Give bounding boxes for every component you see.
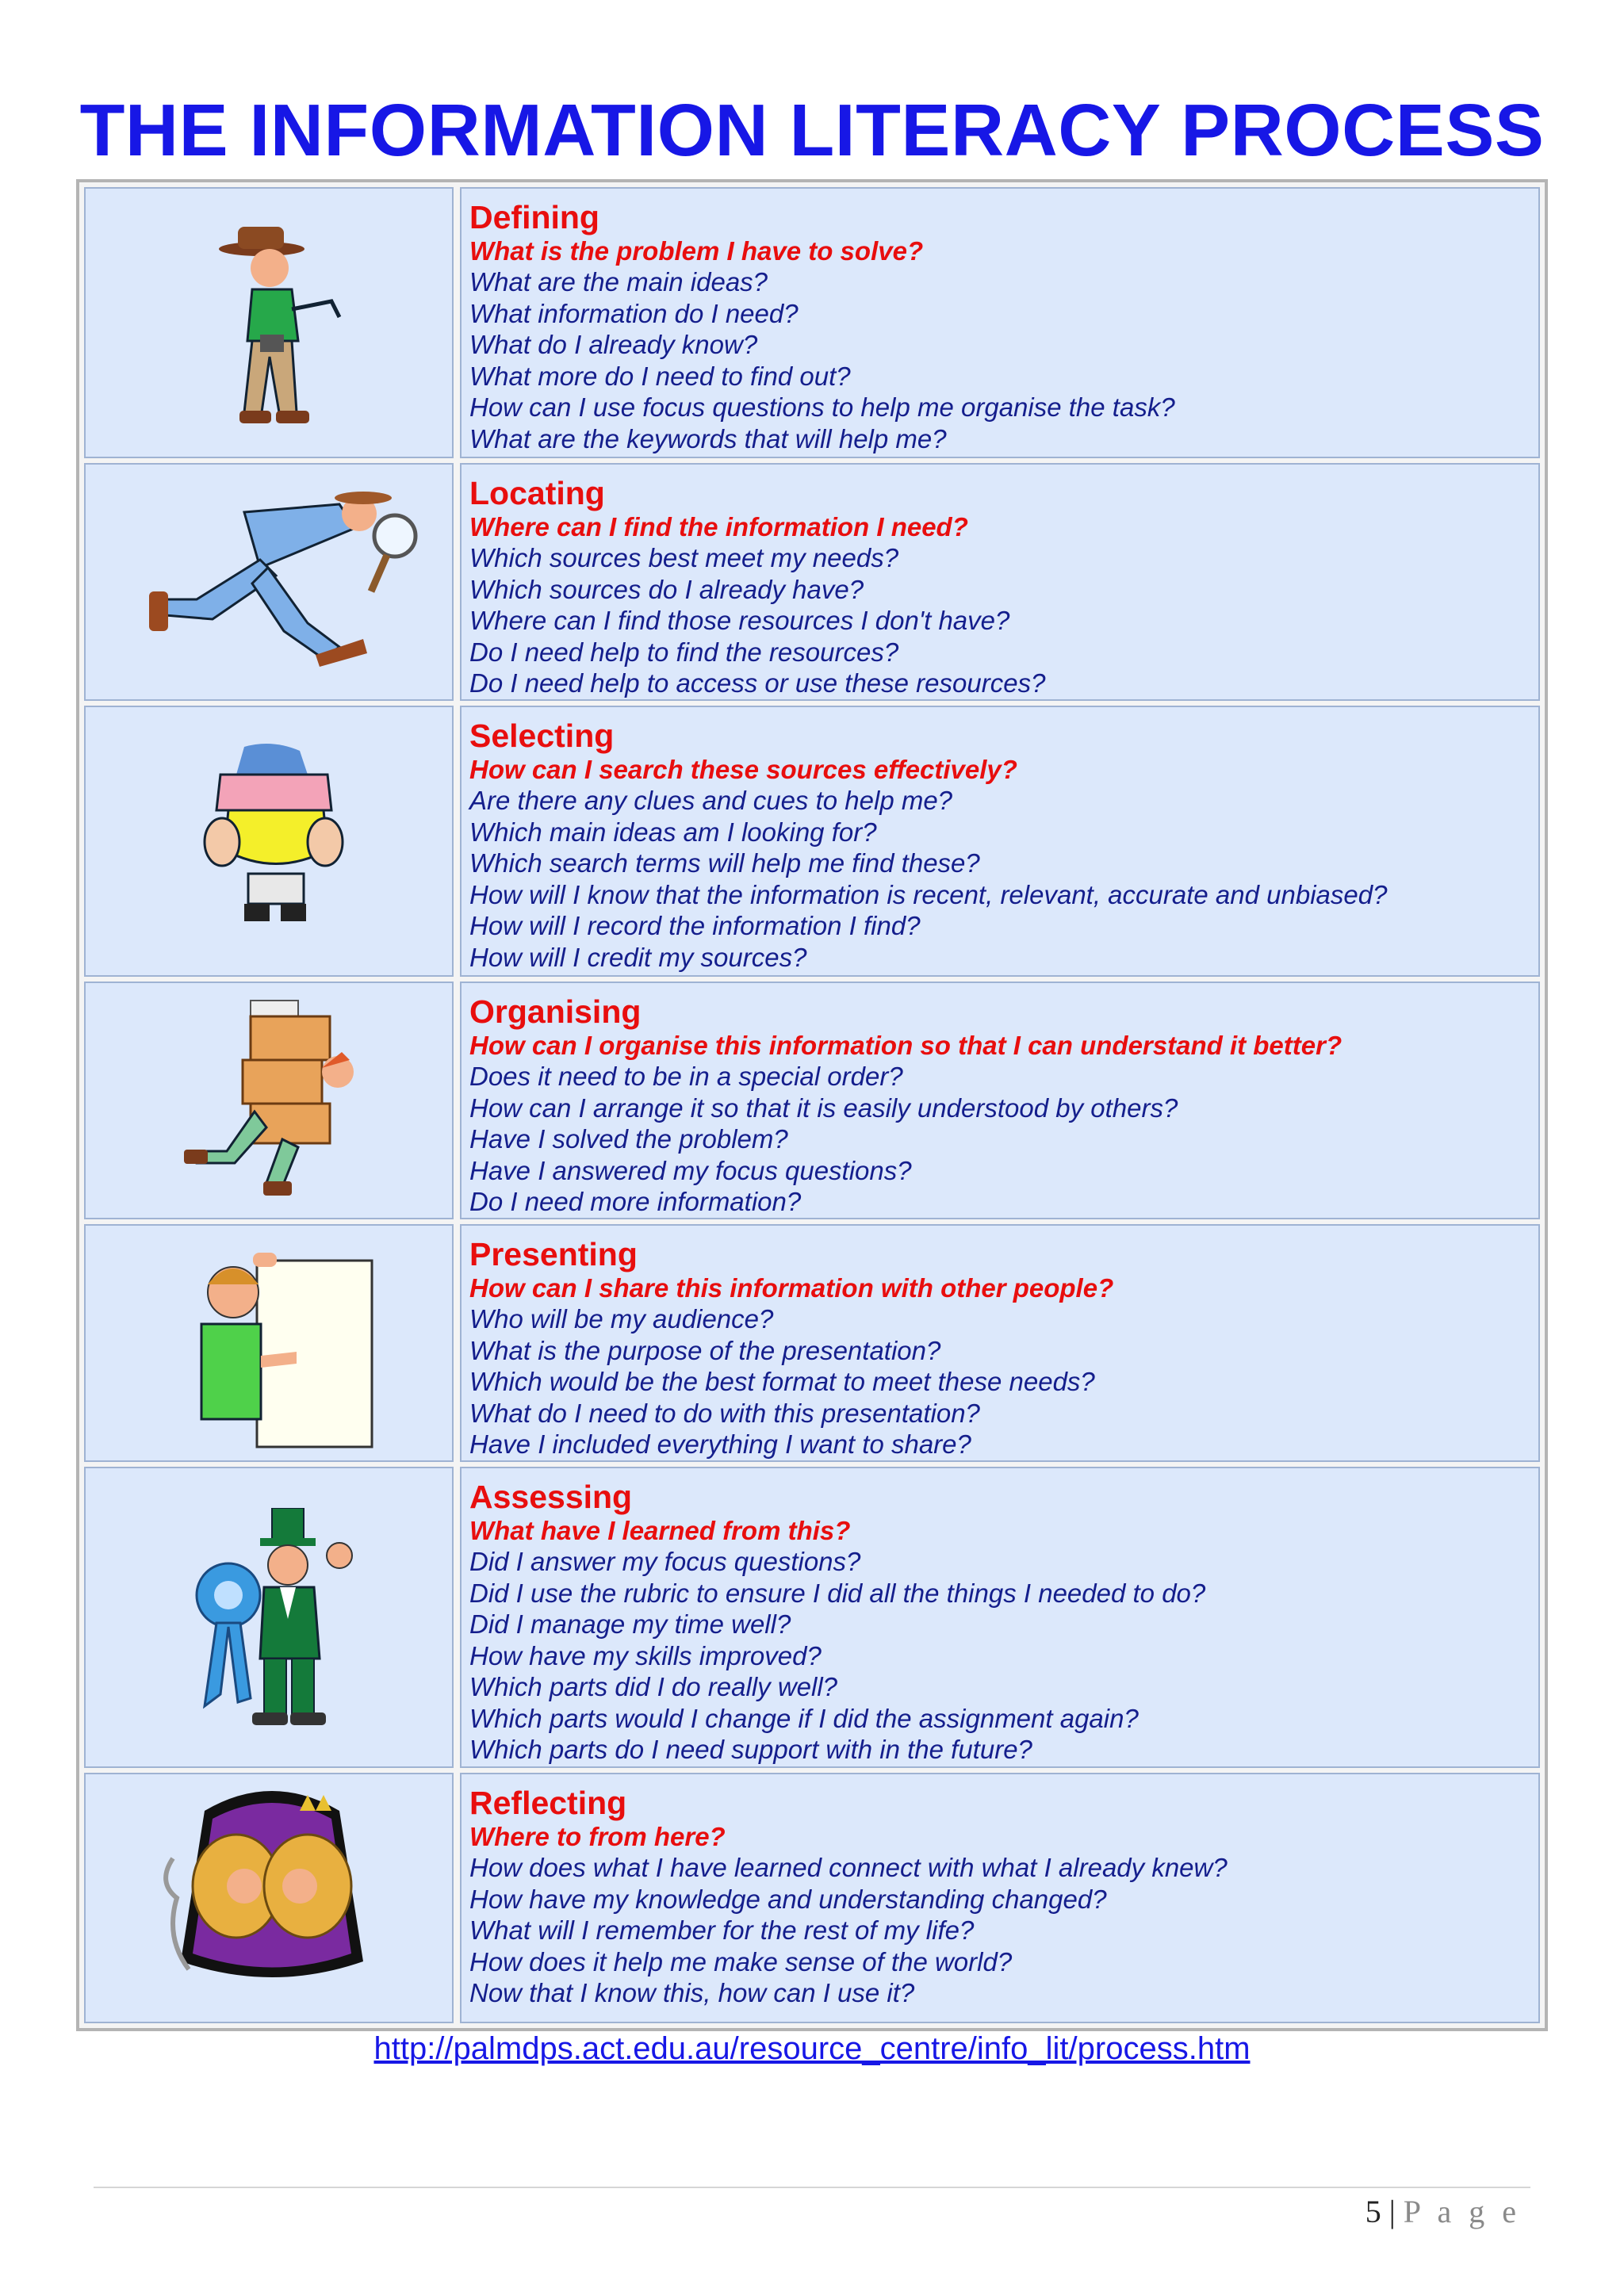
- question-item: What information do I need?: [469, 298, 799, 328]
- table-row-locating: [84, 463, 1540, 701]
- process-table: [76, 179, 1548, 2031]
- text-cell: [460, 187, 1540, 458]
- question-item: Which search terms will help me find these?: [469, 848, 980, 878]
- question-item: Does it need to be in a special order?: [469, 1062, 903, 1091]
- table-row-reflecting: [84, 1773, 1540, 2023]
- question-item: Have I answered my focus questions?: [469, 1155, 912, 1185]
- text-cell: [460, 463, 1540, 701]
- detective-icon: [197, 222, 347, 444]
- question-item: Who will be my audience?: [469, 1304, 774, 1334]
- text-cell: [460, 1773, 1540, 2023]
- key-question: Where to from here?: [469, 1822, 726, 1851]
- question-item: Did I answer my focus questions?: [469, 1547, 861, 1576]
- magnifying-glass-searcher-icon: [125, 480, 427, 691]
- question-item: How does what I have learned connect with what I already knew?: [469, 1853, 1228, 1882]
- person-carrying-laundry-icon: [197, 739, 347, 953]
- image-cell: [84, 187, 454, 458]
- question-item: What more do I need to find out?: [469, 361, 851, 391]
- stage-title: Reflecting: [469, 1785, 627, 1821]
- key-question: What have I learned from this?: [469, 1516, 851, 1545]
- key-question: How can I share this information with other people?: [469, 1273, 1114, 1303]
- key-question: Where can I find the information I need?: [469, 512, 968, 541]
- key-question: How can I search these sources effectively?: [469, 755, 1017, 784]
- table-row-selecting: [84, 706, 1540, 977]
- stage-title: Defining: [469, 199, 599, 235]
- text-cell: [460, 706, 1540, 977]
- key-question: What is the problem I have to solve?: [469, 236, 924, 266]
- stage-title: Assessing: [469, 1479, 633, 1515]
- question-item: What is the purpose of the presentation?: [469, 1335, 941, 1365]
- footer-divider: [94, 2187, 1530, 2188]
- table-row-presenting: [84, 1224, 1540, 1462]
- footer-separator: |: [1388, 2194, 1396, 2229]
- source-link[interactable]: http://palmdps.act.edu.au/resource_centre/info_lit/process.htm: [373, 2031, 1251, 2066]
- text-cell: [460, 982, 1540, 1219]
- text-cell: [460, 1224, 1540, 1462]
- table-row-assessing: [84, 1467, 1540, 1768]
- stage-title: Presenting: [469, 1236, 638, 1272]
- man-with-ribbon-icon: [189, 1508, 363, 1730]
- question-item: Which parts would I change if I did the assignment again?: [469, 1703, 1139, 1733]
- stage-title: Locating: [469, 475, 605, 511]
- question-item: How can I arrange it so that it is easily understood by others?: [469, 1093, 1178, 1123]
- question-item: What are the main ideas?: [469, 267, 768, 297]
- table-row-defining: [84, 187, 1540, 458]
- question-item: Which parts do I need support with in the future?: [469, 1735, 1032, 1764]
- question-item: Where can I find those resources I don't have?: [469, 606, 1010, 635]
- question-item: How have my skills improved?: [469, 1640, 822, 1670]
- question-item: How will I record the information I find?: [469, 911, 921, 940]
- question-item: Now that I know this, how can I use it?: [469, 1978, 915, 2007]
- question-item: Have I solved the problem?: [469, 1124, 788, 1154]
- question-item: How can I use focus questions to help me organise the task?: [469, 392, 1175, 422]
- question-item: Do I need more information?: [469, 1187, 802, 1216]
- question-item: What do I need to do with this presentation?: [469, 1398, 980, 1428]
- person-holding-sign-icon: [178, 1237, 376, 1451]
- question-item: How have my knowledge and understanding changed?: [469, 1884, 1107, 1914]
- table-row-organising: [84, 982, 1540, 1219]
- key-question: How can I organise this information so that I can understand it better?: [469, 1031, 1342, 1060]
- mirror-reflection-icon: [157, 1779, 387, 2001]
- question-item: Which main ideas am I looking for?: [469, 817, 877, 847]
- question-item: Did I manage my time well?: [469, 1609, 791, 1639]
- question-item: What do I already know?: [469, 330, 758, 359]
- image-cell: [84, 1467, 454, 1768]
- image-cell: [84, 1224, 454, 1462]
- question-item: Which sources best meet my needs?: [469, 543, 899, 572]
- question-item: Which would be the best format to meet these needs?: [469, 1367, 1095, 1396]
- question-item: Do I need help to find the resources?: [469, 637, 899, 667]
- image-cell: [84, 706, 454, 977]
- question-item: What are the keywords that will help me?: [469, 423, 947, 453]
- question-item: Which parts did I do really well?: [469, 1672, 838, 1701]
- question-item: Are there any clues and cues to help me?: [469, 786, 953, 815]
- question-item: Do I need help to access or use these resources?: [469, 668, 1046, 698]
- page-label: P a g e: [1403, 2194, 1521, 2229]
- image-cell: [84, 463, 454, 701]
- page-title: THE INFORMATION LITERACY PROCESS: [79, 89, 1545, 171]
- question-item: Have I included everything I want to share?: [469, 1429, 971, 1459]
- person-carrying-boxes-icon: [179, 993, 377, 1207]
- question-item: How will I credit my sources?: [469, 942, 807, 972]
- question-item: How does it help me make sense of the world?: [469, 1946, 1013, 1976]
- page-footer: [1365, 2193, 1521, 2230]
- image-cell: [84, 1773, 454, 2023]
- stage-title: Organising: [469, 993, 642, 1030]
- question-item: Which sources do I already have?: [469, 574, 864, 604]
- question-item: What will I remember for the rest of my life?: [469, 1915, 975, 1945]
- text-cell: [460, 1467, 1540, 1768]
- stage-title: Selecting: [469, 718, 615, 754]
- page-number: 5: [1365, 2194, 1381, 2229]
- image-cell: [84, 982, 454, 1219]
- question-item: Did I use the rubric to ensure I did all the things I needed to do?: [469, 1578, 1206, 1608]
- question-item: How will I know that the information is recent, relevant, accurate and unbiased?: [469, 879, 1388, 909]
